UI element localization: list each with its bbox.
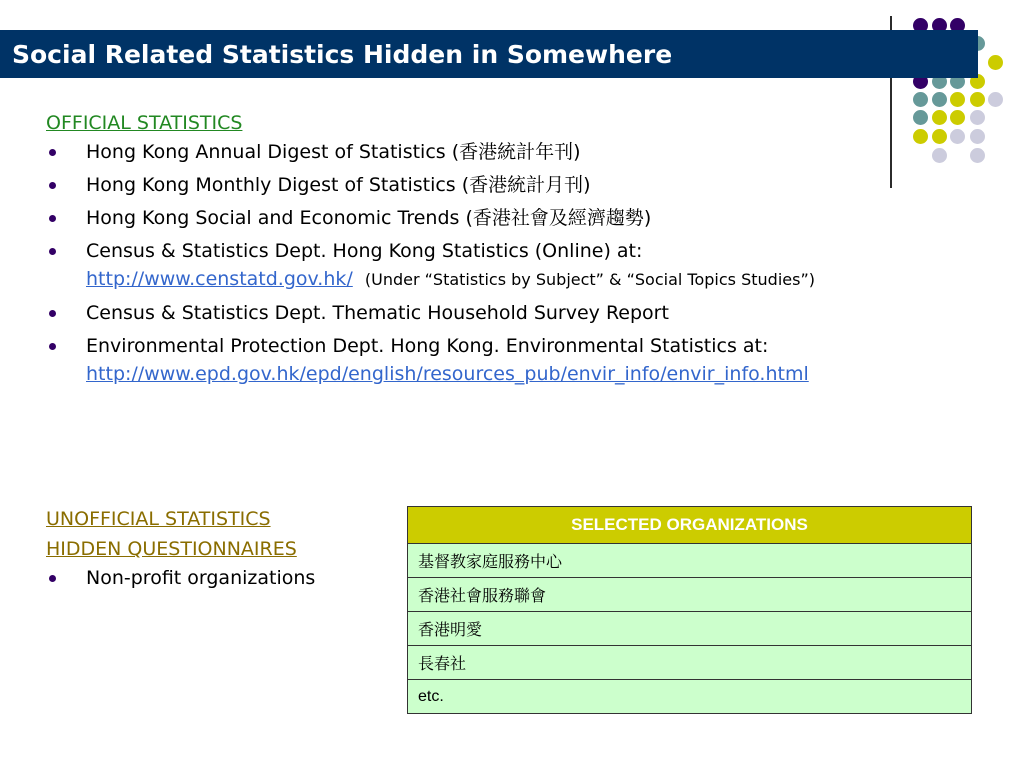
table-row bbox=[408, 680, 972, 714]
unofficial-statistics-heading[interactable]: UNOFFICIAL STATISTICS bbox=[46, 508, 271, 530]
list-item-text: Non-profit organizations bbox=[86, 567, 316, 589]
decor-dot bbox=[988, 92, 1003, 107]
official-statistics-heading[interactable]: OFFICIAL STATISTICS bbox=[46, 112, 243, 134]
bullet-icon bbox=[49, 248, 56, 255]
epd-link[interactable]: http://www.epd.gov.hk/epd/english/resources_pub/envir_info/envir_info.html bbox=[86, 363, 809, 385]
list-item-text: Hong Kong Social and Economic Trends (香港社會及經濟趨勢) bbox=[86, 207, 652, 229]
table-row bbox=[408, 578, 972, 612]
table-header: SELECTED ORGANIZATIONS bbox=[408, 507, 972, 544]
list-item bbox=[46, 564, 396, 592]
list-item bbox=[46, 171, 1006, 199]
list-item bbox=[46, 332, 1006, 388]
official-statistics-section bbox=[46, 108, 1006, 393]
list-item-text: Hong Kong Annual Digest of Statistics (香港統計年刊) bbox=[86, 141, 581, 163]
unofficial-statistics-section bbox=[46, 504, 396, 597]
table-row bbox=[408, 646, 972, 680]
list-item-text: Environmental Protection Dept. Hong Kong. Environmental Statistics at: bbox=[86, 335, 769, 357]
censtatd-link[interactable]: http://www.censtatd.gov.hk/ bbox=[86, 268, 353, 290]
list-item-text: Census & Statistics Dept. Thematic Household Survey Report bbox=[86, 302, 669, 324]
list-item bbox=[46, 237, 1006, 294]
list-item bbox=[46, 204, 1006, 232]
decor-dot bbox=[932, 92, 947, 107]
table-cell: 長春社 bbox=[408, 646, 972, 680]
censtatd-note: (Under “Statistics by Subject” & “Social Topics Studies”) bbox=[364, 270, 815, 289]
list-item bbox=[46, 138, 1006, 166]
list-item bbox=[46, 299, 1006, 327]
table-cell: 香港明愛 bbox=[408, 612, 972, 646]
bullet-icon bbox=[49, 575, 56, 582]
table-row bbox=[408, 544, 972, 578]
table-row bbox=[408, 612, 972, 646]
list-item-text: Census & Statistics Dept. Hong Kong Statistics (Online) at: bbox=[86, 240, 643, 262]
unofficial-list bbox=[46, 564, 396, 592]
list-item-text: Hong Kong Monthly Digest of Statistics (香港統計月刊) bbox=[86, 174, 591, 196]
table-cell: 基督教家庭服務中心 bbox=[408, 544, 972, 578]
table-cell: 香港社會服務聯會 bbox=[408, 578, 972, 612]
bullet-icon bbox=[49, 215, 56, 222]
slide-title: Social Related Statistics Hidden in Somewhere bbox=[12, 40, 673, 69]
bullet-icon bbox=[49, 310, 56, 317]
bullet-icon bbox=[49, 149, 56, 156]
selected-organizations-table bbox=[407, 506, 972, 714]
table-cell: etc. bbox=[408, 680, 972, 714]
decor-dot bbox=[913, 92, 928, 107]
bullet-icon bbox=[49, 343, 56, 350]
hidden-questionnaires-heading[interactable]: HIDDEN QUESTIONNAIRES bbox=[46, 538, 297, 560]
decor-dot bbox=[988, 55, 1003, 70]
bullet-icon bbox=[49, 182, 56, 189]
table-header-row bbox=[408, 507, 972, 544]
official-statistics-list bbox=[46, 138, 1006, 388]
decor-dot bbox=[970, 92, 985, 107]
decor-dot bbox=[950, 92, 965, 107]
